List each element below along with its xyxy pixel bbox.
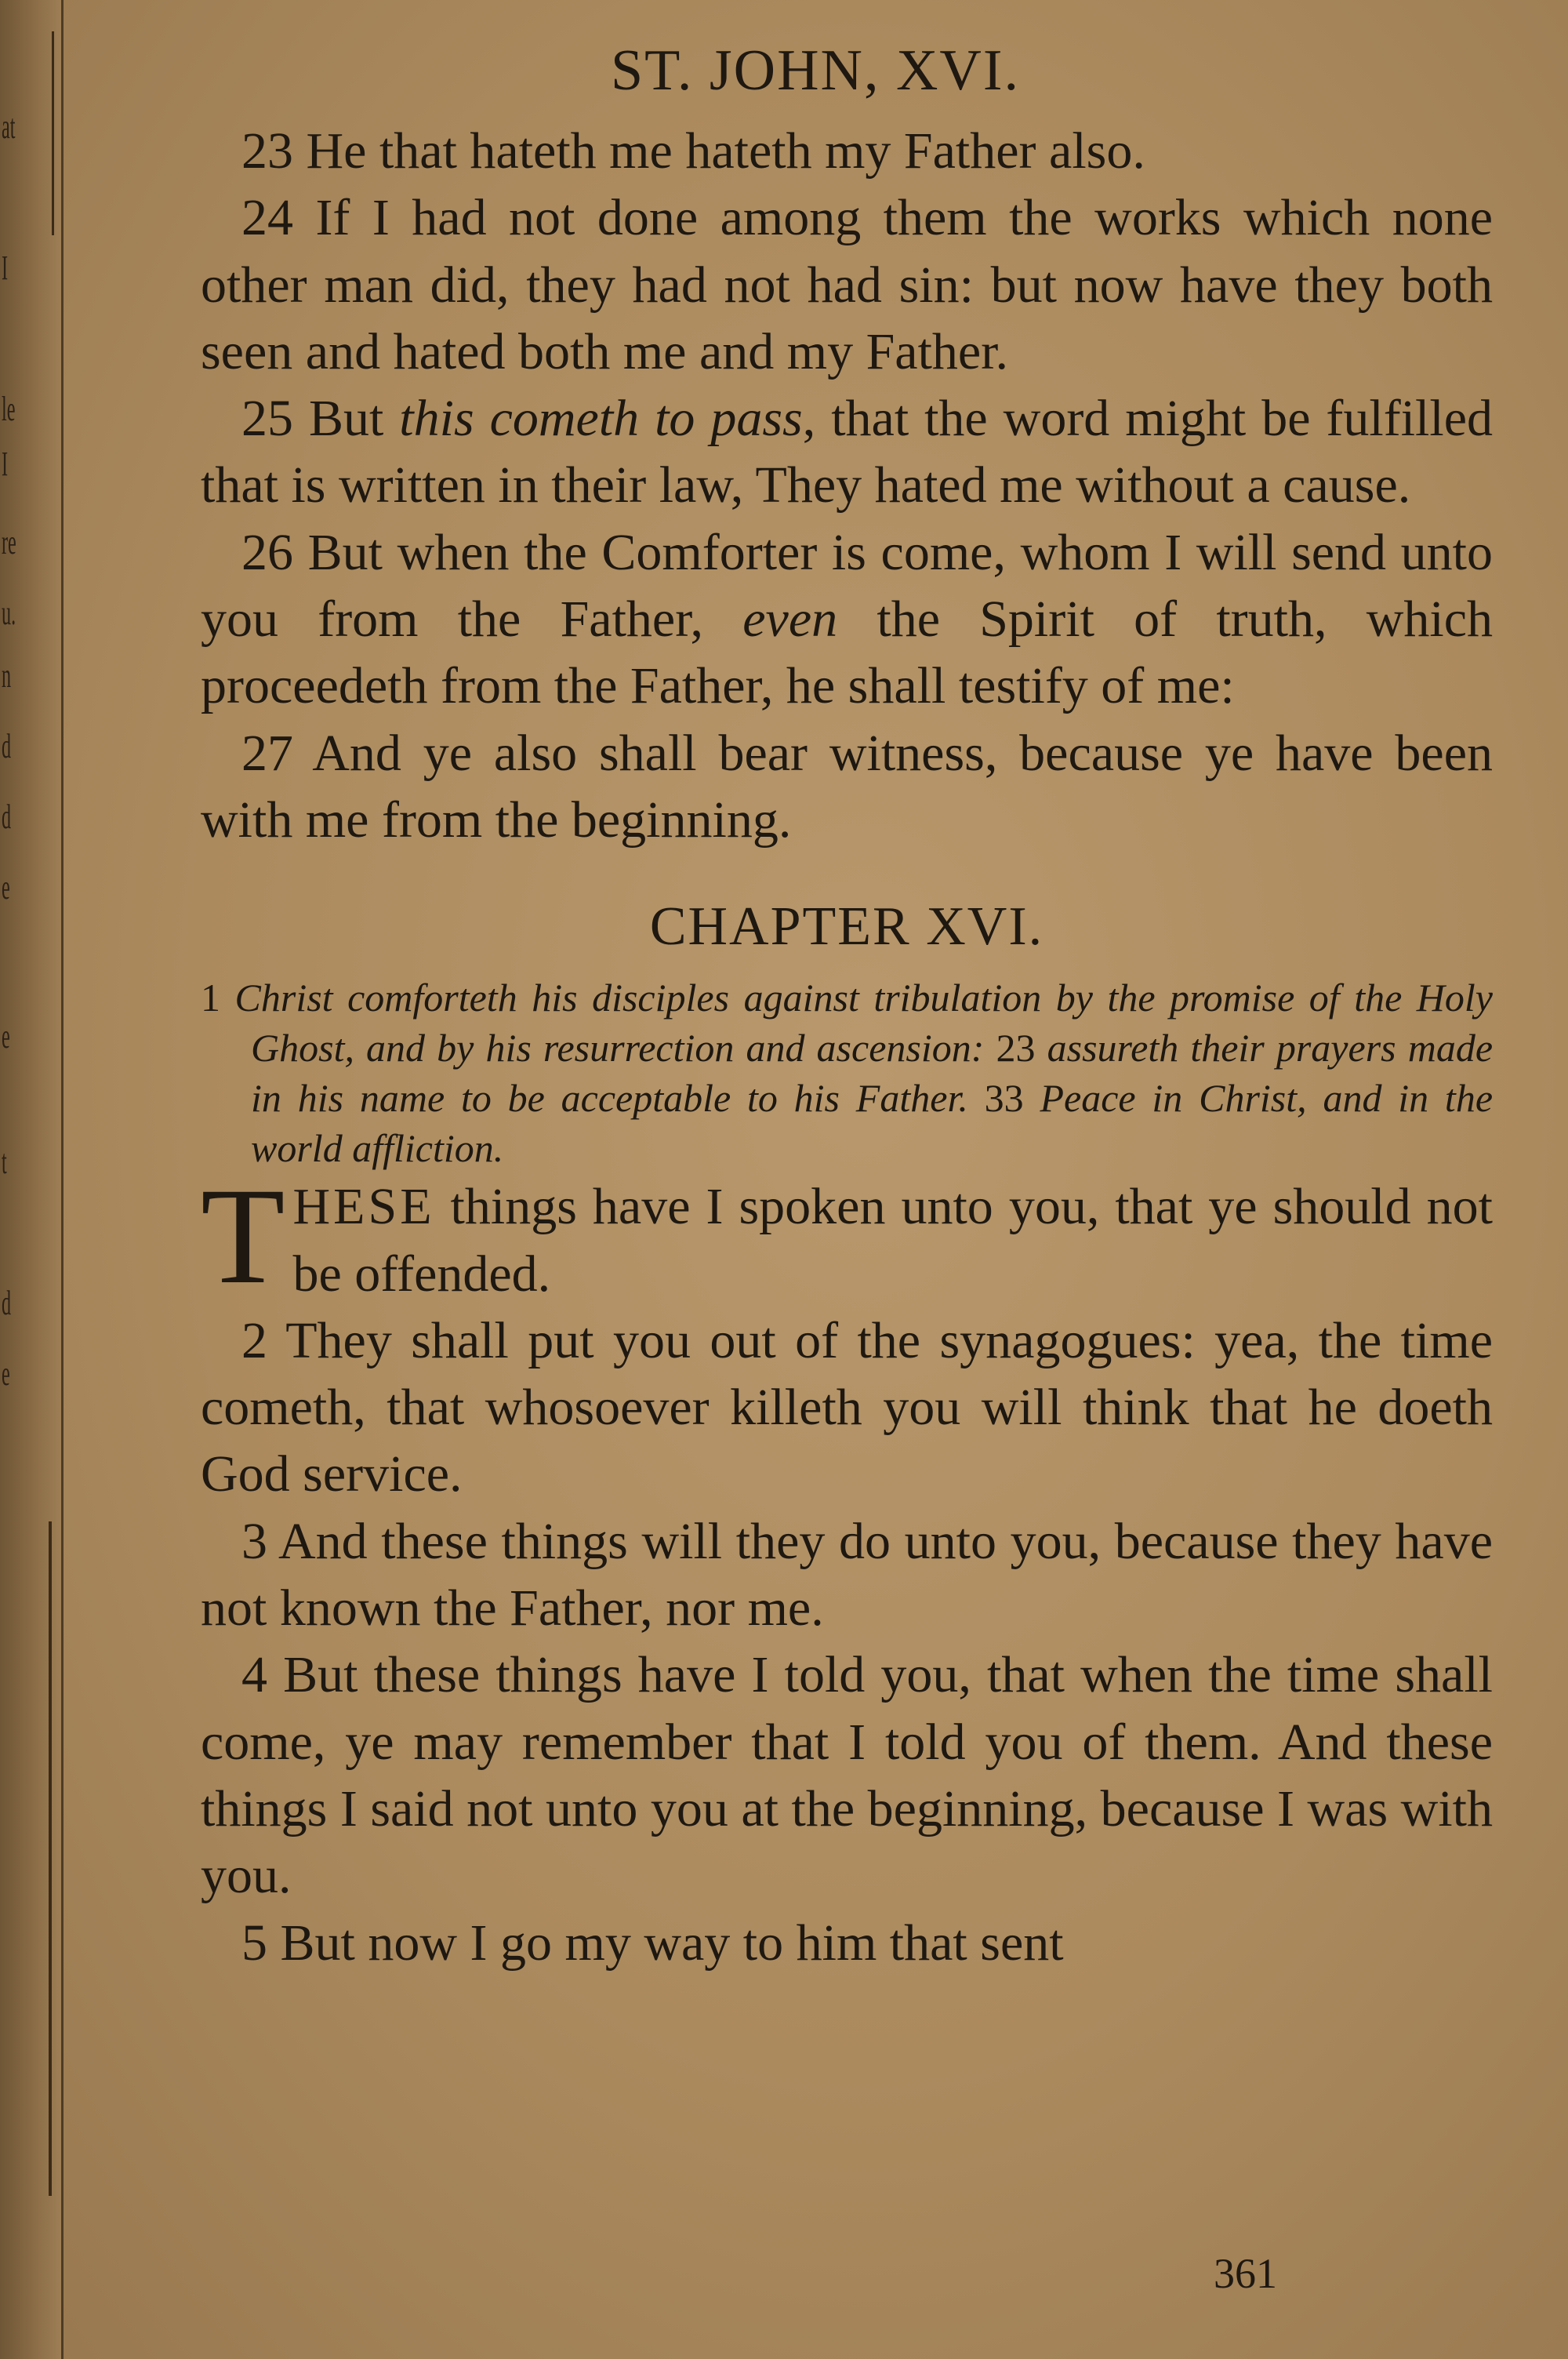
page-number: 361	[1214, 2250, 1277, 2297]
verse-number: 23	[241, 122, 307, 180]
summary-text: Peace in Christ, and in the world affliction.	[251, 1076, 1494, 1171]
summary-ref: 23	[996, 1026, 1036, 1070]
verse-text: , that the word might be fulfilled that is written in their law, They hated me without a cause.	[201, 390, 1494, 514]
verse-26	[201, 519, 1493, 720]
previous-page-gutter	[0, 0, 64, 2359]
gutter-fragment: d	[2, 1284, 12, 1322]
verse-number: 4	[241, 1646, 284, 1704]
gutter-rule	[49, 1521, 52, 2196]
running-head: ST. JOHN, XVI.	[610, 38, 1020, 103]
verse-number: 27	[241, 724, 313, 782]
gutter-fragment: e	[2, 1354, 10, 1393]
drop-cap: T	[201, 1160, 285, 1314]
gutter-fragment: le	[2, 390, 16, 428]
scripture-text	[201, 118, 1493, 1976]
chapter-heading: CHAPTER XVI.	[649, 896, 1044, 958]
verse-number: 25	[241, 390, 309, 448]
verse-1	[201, 1160, 1493, 1314]
verse-1-small-caps: HESE	[292, 1178, 435, 1236]
summary-ref: 1	[201, 976, 220, 1020]
verse-5	[201, 1910, 1493, 1976]
italic-supplied-words: this cometh to pass	[399, 390, 803, 448]
verse-2	[201, 1307, 1493, 1508]
gutter-fragment: re	[2, 523, 16, 562]
verse-text: And ye also shall bear witness, because ye have been with me from the beginning.	[201, 724, 1494, 849]
verse-1-text: things have I spoken unto you, that ye should not be offended.	[292, 1178, 1493, 1303]
verse-text: But when the Comforter is come, whom I will send unto you from the Father,	[201, 523, 1493, 649]
gutter-fragment: at	[2, 107, 16, 146]
verse-24	[201, 184, 1493, 385]
verse-25	[201, 385, 1493, 519]
verse-text: the Spirit of truth, which proceedeth from the Father, he shall testify of me:	[201, 591, 1493, 715]
summary-ref: 33	[984, 1076, 1024, 1121]
verse-27	[201, 720, 1493, 854]
gutter-fragment: u.	[2, 594, 16, 632]
verse-3	[201, 1508, 1493, 1642]
verse-23	[201, 118, 1493, 184]
verses-before-chapter	[201, 118, 1493, 853]
verse-number: 2	[241, 1311, 286, 1369]
gutter-fragment: I	[2, 249, 9, 287]
verse-4	[201, 1641, 1493, 1909]
summary-text: Christ comforteth his disciples against tribulation by the promise of the Holy Ghost, and by his resurrection and ascension:	[234, 976, 1493, 1070]
verse-number: 26	[241, 523, 308, 581]
verse-text: They shall put you out of the synagogues: yea, the time cometh, that whosoever killeth you will think that he doeth God service.	[201, 1311, 1493, 1503]
verses-after-chapter	[201, 1307, 1493, 1976]
gutter-fragment: t	[2, 1143, 7, 1181]
verse-text: But these things have I told you, that when the time shall come, ye may remember that I told you of them. And these things I said not unto you at the beginning, because I was with you.	[201, 1646, 1493, 1905]
gutter-fragment: d	[2, 727, 12, 765]
gutter-fragment: n	[2, 656, 12, 695]
gutter-fragment: e	[2, 868, 10, 907]
verse-text: But now I go my way to him that sent	[280, 1914, 1064, 1972]
verse-number: 3	[241, 1512, 278, 1570]
italic-supplied-words: even	[742, 591, 838, 649]
verse-text: But	[308, 390, 400, 448]
verse-text: If I had not done among them the works which none other man did, they had not had sin: but now have they both seen and hated both me and my Father.	[201, 189, 1493, 380]
verse-number: 24	[241, 189, 316, 247]
verse-text: He that hateth me hateth my Father also.	[306, 122, 1145, 180]
gutter-fragment: I	[2, 445, 9, 483]
summary-text: assureth their prayers made in his name to be acceptable to his Father.	[251, 1026, 1494, 1121]
verse-number: 5	[241, 1914, 281, 1972]
gutter-fragment: e	[2, 1017, 10, 1056]
chapter-summary	[201, 972, 1493, 1173]
verse-text: And these things will they do unto you, because they have not known the Father, nor me.	[201, 1512, 1494, 1637]
gutter-fragment: d	[2, 798, 12, 836]
